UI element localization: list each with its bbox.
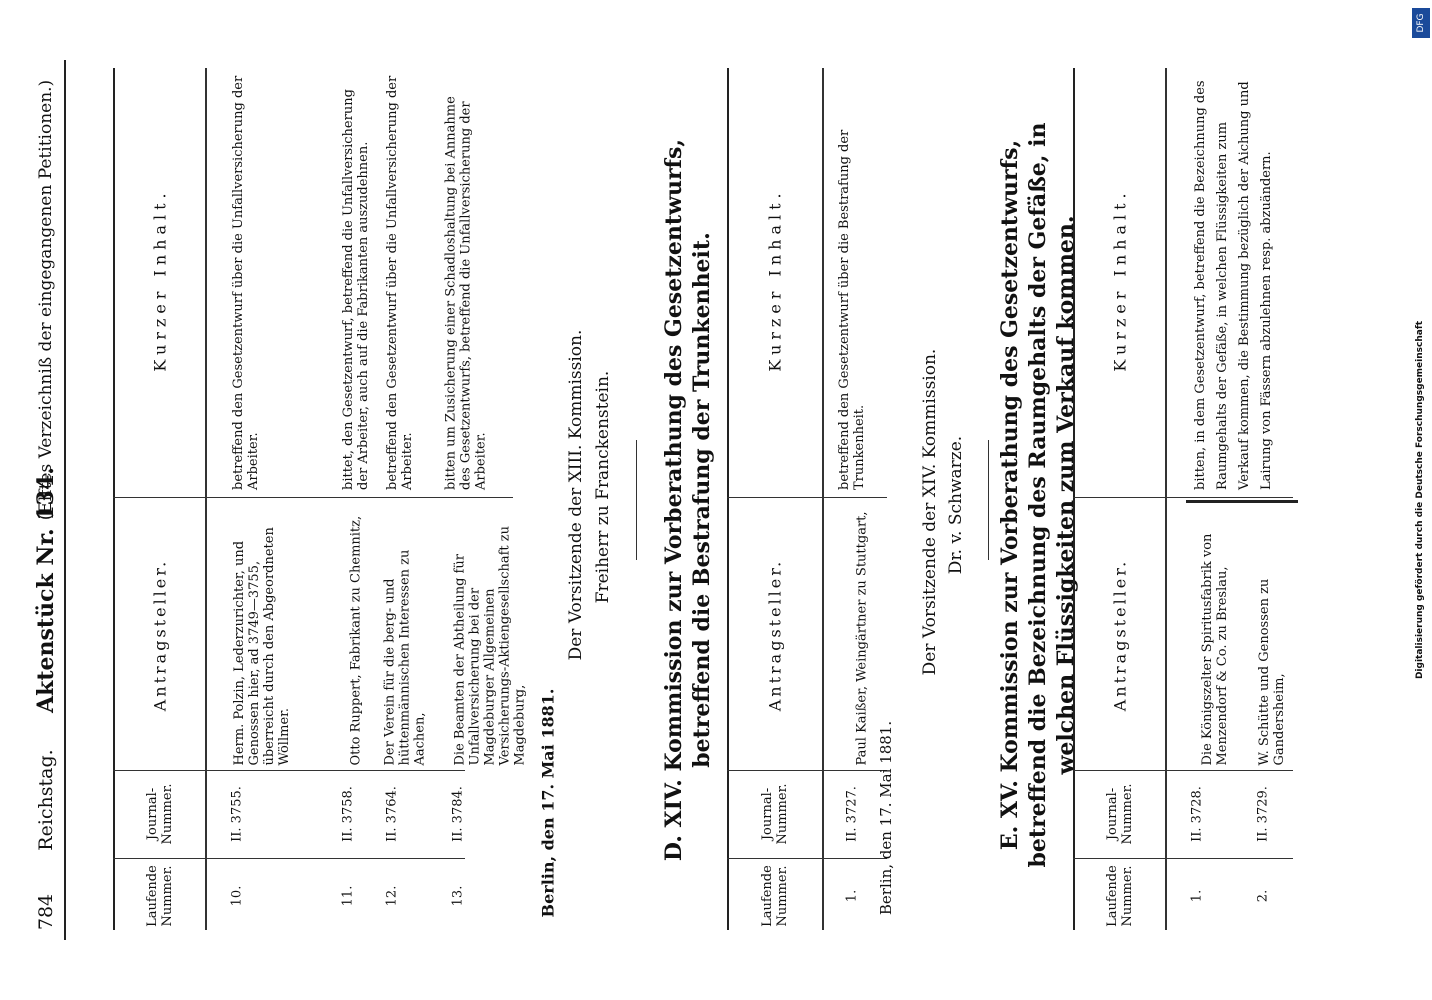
table3-col-divider [1073, 497, 1293, 498]
dfg-logo-text: DFG [1416, 13, 1426, 33]
col-header-inhalt: Kurzer Inhalt. [150, 188, 170, 372]
page-number: 784 [35, 893, 57, 931]
table2-top-border [727, 68, 729, 930]
section1-signature-title: Der Vorsitzende der XIII. Kommission. [566, 329, 586, 661]
separator-rule [636, 440, 637, 560]
table-row-journal: II. 3764. [384, 786, 400, 842]
table-row-journal: II. 3727. [844, 786, 860, 842]
table-row-inhalt: betreffend den Gesetzentwurf über die Unfallversicherung der Arbeiter. [385, 75, 415, 490]
document-reference: Aktenstück Nr. 134. [33, 467, 59, 713]
table3-col-divider [1073, 858, 1293, 859]
table2-col-divider [727, 858, 887, 859]
table-row-journal: II. 3784. [450, 786, 466, 842]
col-header-journal: Journal-Nummer. [145, 783, 175, 845]
table-row-journal: II. 3758. [340, 786, 356, 842]
separator-rule [988, 440, 989, 560]
table-row-antragsteller: Die Königszelter Spiritusfabrik von Menzendorf & Co. zu Breslau, [1200, 533, 1230, 766]
table-row-antragsteller: Otto Ruppert, Fabrikant zu Chemnitz, [348, 515, 364, 766]
section2-signature-name: Dr. v. Schwarze. [946, 435, 966, 575]
col-header-antragsteller: Antragsteller. [765, 558, 785, 712]
section2-date: Berlin, den 17. Mai 1881. [877, 720, 895, 916]
table1-col-divider [113, 858, 465, 859]
publication-name: Reichstag. [35, 749, 57, 851]
table-row-journal: II. 3729. [1255, 786, 1271, 842]
col-header-antragsteller: Antragsteller. [150, 558, 170, 712]
col-header-lfd: Laufende Nummer. [1105, 865, 1135, 927]
section3-heading: E. XV. Kommission zur Vorberathung des Gesetzentwurfs, betreffend die Bezeichnung des Raumgehalts der Gefäße, in welchen Flüssigkeiten zum Verkauf kommen. [997, 122, 1079, 868]
section2-signature-title: Der Vorsitzende der XIV. Kommission. [920, 348, 940, 676]
col-header-journal: Journal-Nummer. [1105, 783, 1135, 845]
table-row-journal: II. 3755. [229, 786, 245, 842]
table-row-nr: 1. [1189, 889, 1205, 903]
table-row-antragsteller: Der Verein für die berg- und hüttenmännischen Interessen zu Aachen, [382, 549, 428, 766]
table-row-nr: 12. [384, 885, 400, 907]
table-row-nr: 13. [450, 885, 466, 907]
table-row-inhalt: betreffend den Gesetzentwurf über die Bestrafung der Trunkenheit. [837, 129, 867, 490]
table-row-inhalt: betreffend den Gesetzentwurf über die Unfallversicherung der Arbeiter. [231, 75, 261, 490]
section1-date: Berlin, den 17. Mai 1881. [538, 688, 558, 918]
table-row-nr: 11. [340, 885, 356, 907]
col-header-antragsteller: Antragsteller. [1110, 558, 1130, 712]
table-row-nr: 1. [844, 889, 860, 903]
dfg-logo [1412, 8, 1430, 38]
dfg-funding-note: Digitalisierung gefördert durch die Deutsche Forschungsgemeinschaft [1415, 320, 1425, 680]
table2-col-divider [727, 770, 887, 771]
table1-top-border [113, 68, 115, 930]
table-row-nr: 2. [1255, 889, 1271, 903]
table3-header-border [1165, 68, 1167, 930]
table-row-antragsteller: Die Beamten der Abtheilung für Unfallversicherung bei der Magdeburger Allgemeinen Versicherungs-Aktiengesellschaft zu Magdeburg, [452, 526, 528, 766]
section2-heading: D. XIV. Kommission zur Vorberathung des Gesetzentwurfs, betreffend die Bestrafung der Trunkenheit. [661, 138, 715, 862]
table-row-journal: II. 3728. [1189, 786, 1205, 842]
table-row-antragsteller: Herm. Polzin, Lederzurichter, und Genossen hier, ad 3749—3755, überreicht durch den Abgeordneten Wöllmer. [232, 527, 292, 766]
table-row-inhalt: bittet, den Gesetzentwurf, betreffend die Unfallversicherung der Arbeiter, auch auf die Fabrikanten auszudehnen. [341, 89, 371, 490]
table3-top-border [1073, 68, 1075, 930]
table2-col-divider [727, 497, 887, 498]
col-header-inhalt: Kurzer Inhalt. [765, 188, 785, 372]
col-header-journal: Journal-Nummer. [760, 783, 790, 845]
col-header-lfd: Laufende Nummer. [760, 865, 790, 927]
row-group-brace [1186, 500, 1298, 503]
table1-col-divider [113, 770, 465, 771]
col-header-lfd: Laufende Nummer. [145, 865, 175, 927]
document-subtitle: (Elftes Verzeichniß der eingegangenen Petitionen.) [36, 79, 56, 521]
table-row-nr: 10. [229, 885, 245, 907]
col-header-inhalt: Kurzer Inhalt. [1110, 188, 1130, 372]
header-rule [64, 60, 66, 940]
table-row-antragsteller: W. Schütte und Genossen zu Gandersheim, [1257, 578, 1287, 766]
table2-header-border [822, 68, 824, 930]
table1-header-border [205, 68, 207, 930]
table-row-inhalt: bitten, in dem Gesetzentwurf, betreffend die Bezeichnung des Raumgehalts der Gefäße, in welchen Flüssigkeiten zum Verkauf kommen, die Bestimmung bezüglich der Aichung und Lairung von Fässern abzulehnen resp. abzuändern. [1193, 80, 1274, 490]
table-row-antragsteller: Paul Kaißer, Weingärtner zu Stuttgart, [854, 511, 870, 766]
table3-col-divider [1073, 770, 1293, 771]
table-row-inhalt: bitten um Zusicherung einer Schadloshaltung bei Annahme des Gesetzentwurfs, betreffend die Unfallversicherung der Arbeiter. [443, 96, 489, 490]
table1-col-divider [113, 497, 513, 498]
section1-signature-name: Freiherr zu Franckenstein. [593, 370, 613, 604]
